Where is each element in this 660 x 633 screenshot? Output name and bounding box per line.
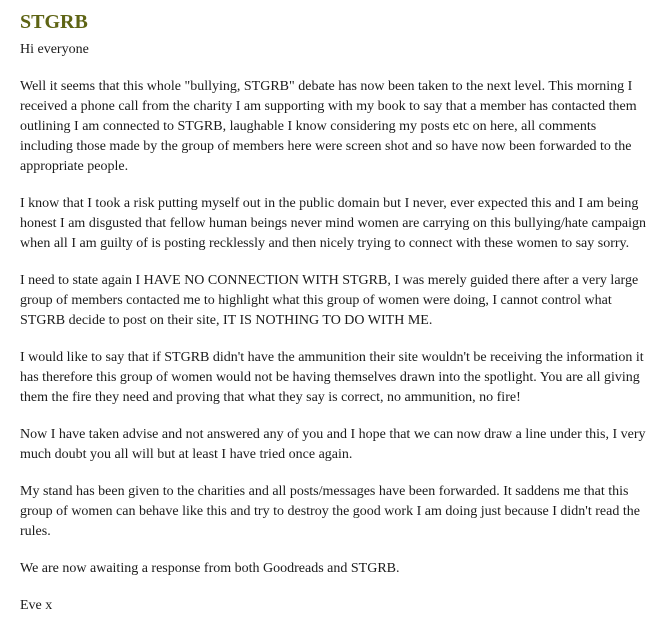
post-title: STGRB [20,11,88,33]
forum-post [20,8,648,633]
post-body [20,40,648,616]
post-paragraph-5: Now I have taken advise and not answered any of you and I hope that we can now draw a line under this, I very much doubt you all will but at least I have tried once again. [20,427,646,462]
post-paragraph-1: Well it seems that this whole "bullying, STGRB" debate has now been taken to the next level. This morning I received a phone call from the charity I am supporting with my book to say that a member has contacted them outlining I am connected to STGRB, laughable I know considering my posts etc on here, all comments including those made by the group of members here were screen shot and so have now been forwarded to the appropriate people. [20,79,637,174]
post-paragraph-7: We are now awaiting a response from both Goodreads and STGRB. [20,561,400,576]
post-paragraph-4: I would like to say that if STGRB didn't have the ammunition their site wouldn't be receiving the information it has therefore this group of women would not be having themselves drawn into the spotlight. You are all giving them the fire they need and proving that what they say is correct, no ammunition, no fire! [20,350,644,405]
post-signoff: Eve x [20,598,53,613]
post-greeting: Hi everyone [20,42,89,57]
post-paragraph-6: My stand has been given to the charities and all posts/messages have been forwarded. It saddens me that this group of women can behave like this and try to destroy the good work I am doing just because I didn't read the rules. [20,484,640,539]
post-paragraph-3: I need to state again I HAVE NO CONNECTION WITH STGRB, I was merely guided there after a very large group of members contacted me to highlight what this group of women were doing, I cannot control what STGRB decide to post on their site, IT IS NOTHING TO DO WITH ME. [20,273,639,328]
post-paragraph-2: I know that I took a risk putting myself out in the public domain but I never, ever expected this and I am being honest I am disgusted that fellow human beings never mind women are carrying on this bullying/hate campaign when all I am guilty of is posting recklessly and then nicely trying to connect with these women to say sorry. [20,196,646,251]
